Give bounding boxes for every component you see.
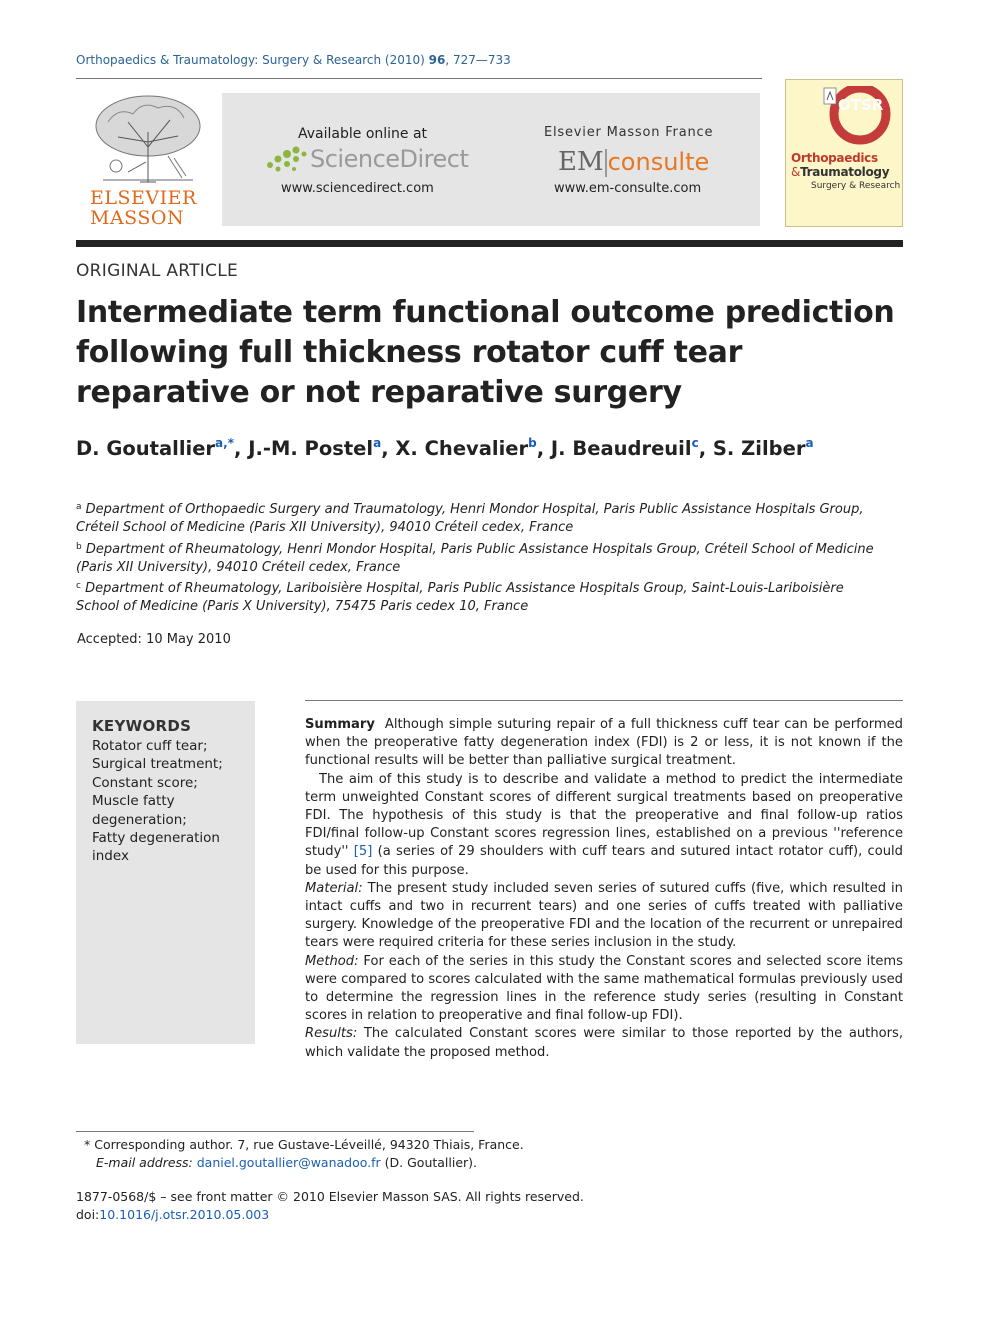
footnote-star: * <box>84 1137 91 1152</box>
affiliation-text: Department of Orthopaedic Surgery and Traumatology, Henri Mondor Hospital, Paris Public Assistance Hospitals Group, <box>85 502 864 517</box>
em-wordmark: EM <box>558 147 604 177</box>
affiliation-line: (Paris XII University), 94010 Créteil cedex, France <box>76 559 401 575</box>
reference-link[interactable]: [5] <box>353 844 373 860</box>
article-type: ORIGINAL ARTICLE <box>76 261 239 281</box>
author-name[interactable]: D. Goutallier <box>76 437 216 460</box>
author-separator: , <box>381 437 396 460</box>
affiliation-text: Department of Rheumatology, Henri Mondor Hospital, Paris Public Assistance Hospitals Group, Créteil School of Medicine <box>85 541 874 557</box>
author-separator: , <box>233 437 249 460</box>
keyword-item: Constant score; <box>92 774 198 791</box>
author-name[interactable]: X. Chevalier <box>395 437 529 460</box>
doi-line <box>76 1206 584 1224</box>
keyword-item: degeneration; <box>92 811 187 828</box>
sd-available-text: Available online at <box>298 126 428 142</box>
corresponding-line <box>84 1136 524 1154</box>
elsevier-masson-wordmark <box>90 188 210 228</box>
author-affil-mark[interactable]: a <box>373 436 382 450</box>
material-paragraph <box>305 880 903 953</box>
article-title: Intermediate term functional outcome prediction following full thickness rotator cuff tear reparative or not reparative surgery <box>76 295 895 410</box>
affiliations <box>76 498 906 617</box>
author-separator: , <box>698 437 713 460</box>
issn-line: 1877-0568/$ – see front matter © 2010 Elsevier Masson SAS. All rights reserved. <box>76 1189 584 1204</box>
cover-title-traumatology: Traumatology <box>800 165 890 179</box>
aim-text-end: (a series of 29 shoulders with cuff tears and sutured intact rotator cuff), could be used for this purpose. <box>305 844 903 878</box>
em-publisher-text: Elsevier Masson France <box>544 125 714 140</box>
affiliation-line: School of Medicine (Paris X University), 75475 Paris cedex 10, France <box>76 599 529 615</box>
sciencedirect-logo[interactable] <box>264 143 469 177</box>
affiliation-line <box>76 577 906 598</box>
author-affil-mark[interactable]: a <box>805 436 814 450</box>
cover-title-line2 <box>791 165 889 179</box>
author-separator: , <box>536 437 551 460</box>
author-affil-mark[interactable]: a,* <box>215 436 234 450</box>
header-thick-divider <box>76 240 903 247</box>
method-text: For each of the series in this study the Constant scores and selected score items were compared to scores calculated with the same mathematical formulas previously used to determine the regression lines in the reference study series (resulting in Constant scores in relation to preoperative and final follow-up FDI). <box>305 953 903 1024</box>
cover-title-line1: Orthopaedics <box>791 151 878 165</box>
keyword-item: Fatty degeneration <box>92 830 220 847</box>
keyword-item: Surgical treatment; <box>92 756 223 773</box>
top-divider <box>76 78 762 79</box>
email-line <box>84 1154 524 1172</box>
masson-line: MASSON <box>90 207 185 229</box>
corresponding-footnote <box>84 1136 524 1171</box>
affiliation-line <box>76 498 906 519</box>
summary-text: Although simple suturing repair of a full thickness cuff tear can be performed when the preoperative fatty degeneration index (FDI) is 2 or less, it is not known if the functional results will be better than palliative surgical treatment. <box>305 717 903 769</box>
doi-prefix: doi: <box>76 1206 100 1222</box>
abstract-summary <box>305 716 903 1062</box>
sciencedirect-url[interactable]: www.sciencedirect.com <box>281 181 434 196</box>
journal-cover-thumbnail <box>785 79 903 227</box>
results-label: Results: <box>305 1026 358 1042</box>
email-label: E-mail address: <box>96 1154 193 1170</box>
results-paragraph <box>305 1025 903 1061</box>
author-name[interactable]: J. Beaudreuil <box>550 437 692 460</box>
journal-volume: 96 <box>428 53 446 67</box>
keywords-heading: KEYWORDS <box>92 717 192 735</box>
material-label: Material: <box>305 880 363 896</box>
email-after: (D. Goutallier). <box>380 1154 478 1170</box>
elsevier-line: ELSEVIER <box>90 187 197 209</box>
affiliation-mark: c <box>76 581 81 592</box>
author-affil-mark[interactable]: b <box>528 436 537 450</box>
cover-ampersand: & <box>791 165 801 179</box>
em-divider <box>605 149 607 177</box>
summary-label: Summary <box>305 717 375 732</box>
keyword-item: Muscle fatty <box>92 793 175 810</box>
author-list <box>76 436 814 460</box>
affiliation-text: Department of Rheumatology, Lariboisière Hospital, Paris Public Assistance Hospitals Group, Saint-Louis-Lariboisière <box>85 581 844 597</box>
accepted-date: Accepted: 10 May 2010 <box>77 632 231 647</box>
keywords-box <box>76 701 255 1044</box>
footnote-divider <box>76 1131 474 1132</box>
sciencedirect-dots-icon <box>264 145 308 175</box>
corresponding-text: Corresponding author. 7, rue Gustave-Léveillé, 94320 Thiais, France. <box>94 1137 524 1152</box>
journal-reference[interactable] <box>76 53 511 67</box>
method-label: Method: <box>305 953 359 969</box>
summary-paragraph <box>305 716 903 771</box>
affiliation-mark: b <box>76 541 82 552</box>
material-text: The present study included seven series of sutured cuffs (five, which resulted in intact cuffs and two in recurrent tears) and one series of cuffs treated with palliative surgery. Knowledge of the preoperative FDI and the location of the recurrent or unrepaired tears were required criteria for these series inclusion in the study. <box>305 880 903 951</box>
doi-link[interactable]: 10.1016/j.otsr.2010.05.003 <box>99 1206 270 1222</box>
affiliation-mark: a <box>76 502 82 512</box>
results-text: The calculated Constant scores were similar to those reported by the authors, which validate the proposed method. <box>305 1026 903 1060</box>
emconsulte-url[interactable]: www.em-consulte.com <box>554 181 702 196</box>
author-name[interactable]: J.-M. Postel <box>248 437 374 460</box>
author-name[interactable]: S. Zilber <box>712 437 806 460</box>
aim-text: The aim of this study is to describe and validate a method to predict the intermediate term unweighted Constant scores of different surgical treatments based on preoperative FDI. The hypothesis of this study is that the preoperative and final follow-up ratios FDI/final follow-up Constant scores regression lines, established on a previous ''reference study'' <box>305 771 903 860</box>
consulte-wordmark: consulte <box>607 148 710 176</box>
method-paragraph <box>305 953 903 1026</box>
journal-pages: , 727—733 <box>445 53 511 67</box>
summary-divider <box>305 700 903 701</box>
journal-name: Orthopaedics & Traumatology: Surgery & Research (2010) <box>76 53 425 67</box>
emconsulte-logo[interactable] <box>558 146 709 178</box>
affiliation-line: Créteil School of Medicine (Paris XII University), 94010 Créteil cedex, France <box>76 520 574 536</box>
keyword-item: index <box>92 848 129 865</box>
aim-paragraph <box>305 771 903 880</box>
cover-otsr-badge: OTSR <box>838 96 884 114</box>
affiliation-line <box>76 538 906 559</box>
author-affil-mark[interactable]: c <box>691 436 699 450</box>
email-link[interactable]: daniel.goutallier@wanadoo.fr <box>196 1154 381 1170</box>
sciencedirect-wordmark: ScienceDirect <box>310 145 469 173</box>
cover-subtitle: Surgery & Research <box>811 181 901 191</box>
copyright-block <box>76 1188 584 1223</box>
keyword-item: Rotator cuff tear; <box>92 738 208 754</box>
